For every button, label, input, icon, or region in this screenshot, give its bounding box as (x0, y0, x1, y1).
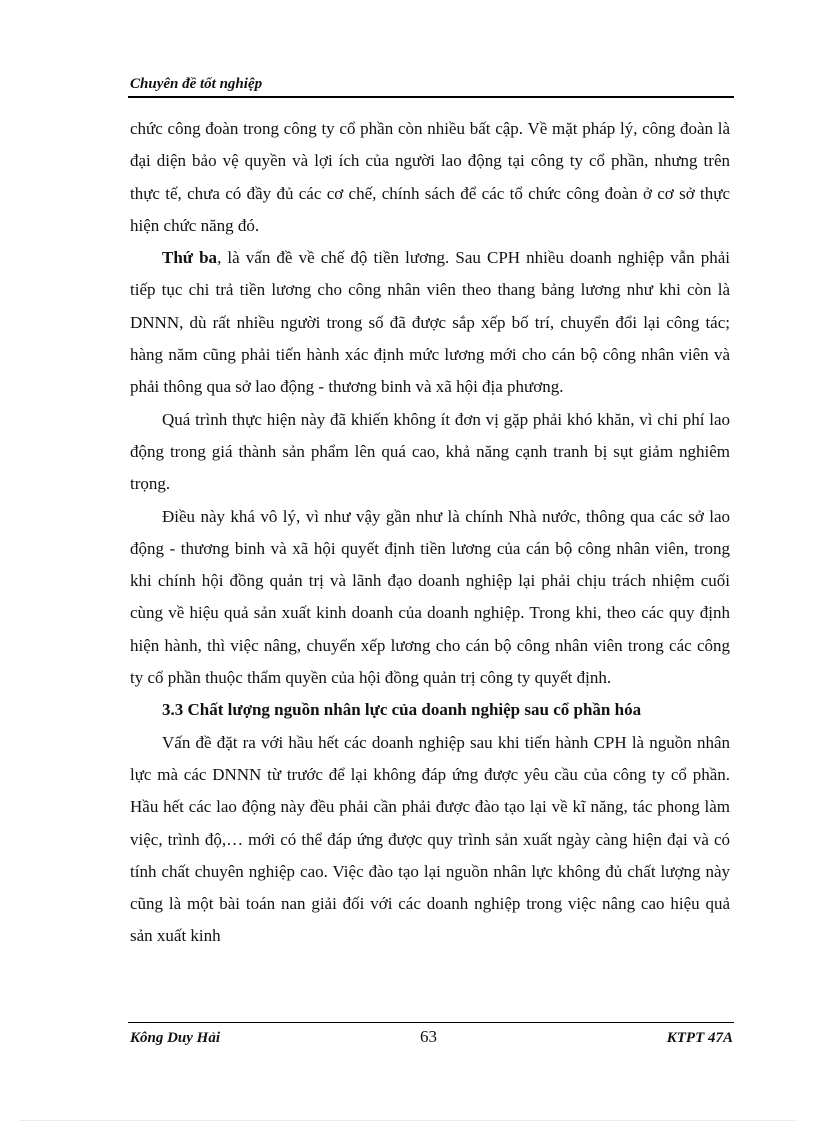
paragraph-5: Vấn đề đặt ra với hầu hết các doanh nghiệp sau khi tiến hành CPH là nguồn nhân lực mà các DNNN từ trước để lại không đáp ứng được yêu cầu của công ty cổ phần. Hầu hết các lao động này đều phải cần phải được đào tạo lại về kĩ năng, tác phong làm việc, trình độ,… mới có thể đáp ứng được quy trình sản xuất ngày càng hiện đại và có tính chất chuyên nghiệp cao. Việc đào tạo lại nguồn nhân lực không đủ chất lượng này cũng là một bài toán nan giải đối với các doanh nghiệp trong việc nâng cao hiệu quả sản xuất kinh (130, 732, 730, 946)
running-header-title: Chuyên đề tốt nghiệp (130, 76, 263, 92)
section-heading: 3.3 Chất lượng nguồn nhân lực của doanh nghiệp sau cổ phần hóa (162, 700, 642, 720)
page-edge-dots (20, 1120, 796, 1121)
footer-author: Kông Duy Hải (130, 1030, 221, 1046)
paragraph-3: Quá trình thực hiện này đã khiến không ít đơn vị gặp phải khó khăn, vì chi phí lao động trong giá thành sản phẩm lên quá cao, khả năng cạnh tranh bị sụt giảm nghiêm trọng. (130, 409, 730, 494)
page-body (130, 113, 730, 953)
paragraph-2 (130, 242, 730, 403)
page-number: 63 (420, 1027, 437, 1046)
paragraph-2-text: , là vấn đề về chế độ tiền lương. Sau CPH nhiều doanh nghiệp vẫn phải tiếp tục chi trả tiền lương cho công nhân viên theo thang bảng lương như khi còn là DNNN, dù rất nhiều người trong số đã được sắp xếp bố trí, chuyển đổi lại công tác; hàng năm cũng phải tiến hành xác định mức lương mới cho cán bộ công nhân viên và phải thông qua sở lao động - thương binh và xã hội địa phương. (130, 248, 730, 397)
header-divider (128, 96, 734, 98)
paragraph-1: chức công đoàn trong công ty cổ phần còn nhiều bất cập. Về mặt pháp lý, công đoàn là đại diện bảo vệ quyền và lợi ích của người lao động tại công ty cổ phần, nhưng trên thực tế, chưa có đầy đủ các cơ chế, chính sách để các tổ chức công đoàn ở cơ sở thực hiện chức năng đó. (130, 119, 730, 235)
footer-class-code: KTPT 47A (666, 1030, 733, 1046)
paragraph-2-lead: Thứ ba (162, 248, 218, 268)
paragraph-4: Điều này khá vô lý, vì như vậy gần như là chính Nhà nước, thông qua các sở lao động - thương binh và xã hội quyết định tiền lương của cán bộ công nhân viên, trong khi chính hội đồng quản trị và lãnh đạo doanh nghiệp lại phải chịu trách nhiệm cuối cùng về hiệu quả sản xuất kinh doanh của doanh nghiệp. Trong khi, theo các quy định hiện hành, thì việc nâng, chuyển xếp lương cho cán bộ công nhân viên trong các công ty cổ phần thuộc thẩm quyền của hội đồng quản trị công ty quyết định. (130, 506, 730, 688)
footer-divider (128, 1022, 734, 1023)
